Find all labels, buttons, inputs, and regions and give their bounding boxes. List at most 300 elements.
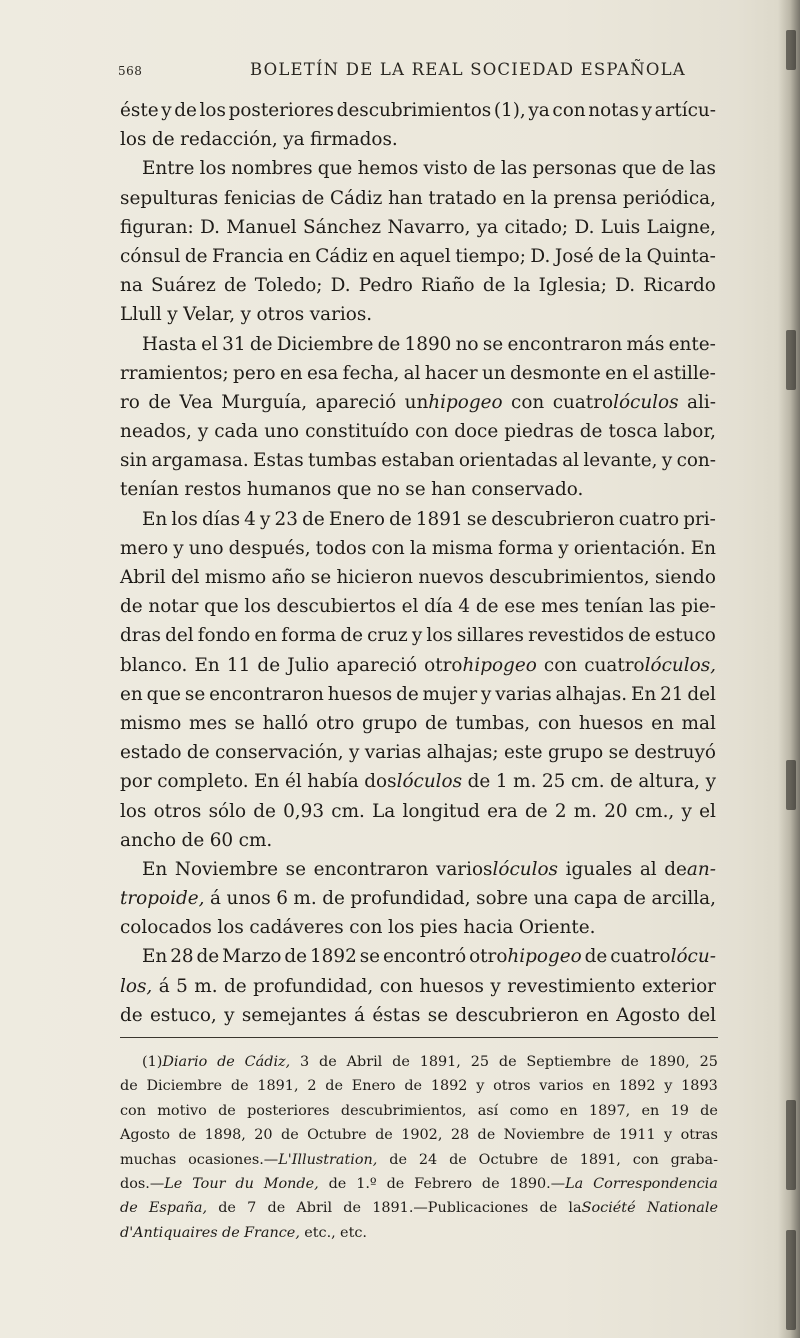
body-word: había: [307, 771, 359, 793]
running-head: BOLETÍN DE LA REAL SOCIEDAD ESPAÑOLA: [250, 60, 686, 79]
body-word: en: [586, 1004, 609, 1026]
footnote-word: 1891,: [419, 1054, 461, 1070]
body-word: de: [253, 800, 276, 822]
footnote-word: de: [218, 1102, 236, 1119]
footnote-word: descubrimientos,: [340, 1102, 467, 1119]
body-word: longitud: [402, 800, 480, 822]
body-word: de: [610, 771, 633, 793]
body-word: éste: [120, 100, 159, 121]
footnote-word: otros: [493, 1078, 531, 1095]
body-word: Suárez: [150, 275, 216, 297]
footnote-word: Nationale: [646, 1200, 718, 1217]
body-word: orientadas: [458, 450, 558, 472]
body-word: con: [543, 654, 578, 676]
body-word: con: [511, 391, 545, 413]
body-word: forma: [281, 625, 337, 647]
body-word: [553, 388, 679, 417]
body-word: era: [487, 800, 518, 822]
footnote-word: varios: [539, 1078, 584, 1095]
body-word: cada: [214, 421, 259, 443]
body-word: los: [244, 596, 271, 618]
footnote-word: Abril: [296, 1200, 333, 1217]
footnote-word: de: [178, 1127, 197, 1144]
footnote-word: 3: [300, 1054, 310, 1070]
page-edge-shadow: [778, 0, 800, 1338]
body-word: de: [257, 654, 281, 676]
body-word: otro: [469, 946, 508, 968]
body-word: sólo: [208, 800, 247, 822]
body-word: [405, 388, 503, 417]
body-line: [120, 942, 716, 971]
body-word: levante,: [583, 450, 658, 472]
body-word: cm.: [238, 829, 273, 851]
body-word: más: [626, 333, 665, 355]
body-word: de: [224, 975, 247, 997]
body-word: pies: [419, 917, 458, 939]
body-line: [120, 767, 716, 796]
body-word: de: [249, 333, 273, 355]
body-word: rramientos;: [120, 362, 229, 384]
footnote-word: con: [120, 1102, 146, 1119]
body-word: m.: [513, 771, 537, 793]
footnote-word: Société: [581, 1200, 636, 1217]
body-word: los: [387, 917, 415, 939]
footnote-word: 1891,: [257, 1078, 299, 1095]
body-word: estuco,: [149, 1004, 217, 1026]
body-line: [120, 184, 716, 213]
body-word: labor,: [663, 421, 716, 443]
footnote-word: graba-: [670, 1151, 718, 1168]
body-word: de: [524, 800, 548, 822]
footnote-word: 25: [699, 1054, 718, 1070]
footnote-word: de: [404, 1078, 423, 1095]
body-word: que: [146, 683, 182, 705]
body-word: completo.: [157, 771, 249, 793]
body-word: profundidad,: [350, 888, 471, 910]
body-line: [120, 475, 716, 504]
footnote-word: Correspondencia: [593, 1175, 718, 1192]
body-word: visto: [423, 158, 468, 180]
body-word: ancho: [120, 829, 177, 851]
footnote-word: de: [120, 1078, 138, 1095]
body-word: año: [271, 567, 306, 588]
body-word: y: [661, 450, 673, 472]
body-word: de: [623, 888, 646, 910]
footnote-word: España,: [148, 1200, 208, 1217]
body-word: nuevos: [418, 567, 484, 588]
body-word: del: [687, 1004, 716, 1026]
body-line: [120, 213, 716, 242]
body-word: encontraron: [209, 683, 324, 705]
body-word: lóculos: [396, 771, 463, 793]
body-word: las: [500, 158, 528, 180]
footnote-word: dos.—: [120, 1175, 165, 1192]
body-word: cm.: [331, 800, 365, 822]
body-word: Manuel: [226, 216, 297, 238]
body-word: argamasa.: [151, 450, 249, 472]
footnote-word: de: [539, 1200, 558, 1217]
body-word: que: [204, 596, 239, 618]
body-word: [436, 855, 558, 884]
body-word: forma: [498, 537, 554, 559]
footnote-word: de: [477, 1127, 496, 1144]
body-word: humanos: [246, 479, 332, 501]
body-word: y: [260, 508, 271, 530]
footnote-word: así: [477, 1102, 499, 1119]
body-word: D.: [200, 216, 220, 238]
footnote-line: [120, 1050, 718, 1074]
body-word: uno: [264, 421, 300, 443]
body-word: que: [336, 479, 372, 501]
footnote-word: muchas: [120, 1151, 177, 1168]
body-word: se: [310, 567, 332, 588]
body-word: de: [120, 596, 143, 618]
body-word: mismo: [120, 712, 182, 734]
body-word: tenían: [120, 479, 179, 501]
body-word: altura,: [638, 771, 701, 793]
body-word: tenían: [584, 596, 644, 618]
footnote-word: 1891.—Publicaciones: [372, 1200, 529, 1217]
body-word: tumbas: [308, 450, 377, 472]
body-word: 60: [209, 829, 234, 851]
body-word: y: [490, 975, 501, 997]
footnote-word: en: [559, 1102, 578, 1119]
body-word: cuatro: [618, 508, 680, 530]
footnote-word: Diciembre: [146, 1078, 223, 1095]
body-word: se: [405, 479, 426, 501]
body-word: se: [427, 1004, 449, 1026]
body-word: tratado: [428, 187, 497, 209]
body-word: y: [705, 771, 716, 793]
body-word: en: [651, 712, 674, 734]
body-word: se: [359, 946, 381, 968]
footnote-word: 7: [247, 1200, 257, 1217]
body-word: cruz: [367, 625, 408, 647]
body-word: sepulturas: [120, 187, 219, 209]
body-word: de: [475, 596, 499, 618]
body-word: después,: [228, 537, 311, 559]
body-word: Julio: [287, 654, 330, 676]
footnote-word: de: [389, 1151, 407, 1168]
body-word: día: [424, 596, 453, 618]
body-word: con: [537, 712, 572, 734]
body-word: á: [210, 888, 221, 910]
footnote-word: Septiembre: [526, 1054, 612, 1070]
body-line: [120, 913, 716, 942]
body-word: de: [664, 858, 687, 880]
body-word: y: [558, 537, 569, 559]
body-word: aquel: [399, 245, 451, 267]
body-word: En: [690, 537, 716, 559]
body-word: revestidos: [528, 625, 625, 647]
body-word: de: [467, 771, 491, 793]
body-word: colocados: [120, 917, 212, 939]
body-word: [610, 942, 716, 971]
body-line: [120, 417, 716, 446]
footnote-word: en: [641, 1102, 660, 1119]
body-word: unos: [226, 888, 271, 910]
body-word: 1892: [309, 946, 357, 968]
body-word: se: [482, 333, 504, 355]
footnote-word: [142, 1050, 207, 1074]
body-word: Velar,: [183, 304, 236, 326]
body-word: de: [184, 245, 208, 267]
body-word: de: [579, 421, 603, 443]
body-word: y: [161, 100, 172, 121]
body-word: el: [401, 596, 419, 618]
body-word: del: [687, 683, 716, 705]
body-word: han: [431, 479, 466, 501]
body-word: los: [199, 100, 226, 121]
body-word: á: [158, 975, 170, 997]
footnote-word: de: [343, 1200, 362, 1217]
body-word: José: [554, 245, 594, 267]
body-word: de: [472, 158, 496, 180]
body-word: posteriores: [228, 100, 334, 121]
body-word: En: [142, 508, 168, 530]
footnote-line: [120, 1074, 718, 1098]
body-word: 23: [274, 508, 298, 530]
body-word: tumbas,: [455, 712, 531, 734]
footnote-word: 1911: [618, 1127, 656, 1144]
body-word: huesos: [327, 683, 393, 705]
body-word: dras: [120, 625, 161, 647]
body-word: semejantes: [241, 1004, 347, 1026]
body-word: de: [322, 888, 345, 910]
body-word: En: [254, 771, 280, 793]
body-word: un: [404, 391, 429, 413]
body-word: pie-: [681, 596, 716, 618]
body-word: 20: [604, 800, 628, 822]
body-word: descubrieron: [455, 1004, 579, 1026]
body-word: mal: [681, 712, 716, 734]
body-word: [584, 651, 716, 680]
body-word: [364, 767, 462, 796]
body-word: Llull: [120, 304, 162, 326]
body-word: descubrieron: [491, 508, 615, 530]
footnote-rule: [120, 1037, 718, 1038]
body-word: de: [284, 946, 308, 968]
body-word: m.: [573, 800, 598, 822]
footnote-word: Le: [164, 1175, 183, 1192]
body-word: La: [372, 800, 396, 822]
body-word: Cádiz: [315, 245, 368, 267]
body-word: los: [426, 625, 453, 647]
footnote-word: [510, 1172, 584, 1196]
body-line: [120, 797, 716, 826]
body-word: Luis: [600, 216, 641, 238]
body-word: Enero: [328, 508, 385, 530]
body-word: Diciembre: [276, 333, 374, 355]
body-line: [120, 330, 716, 359]
body-word: varias: [495, 683, 552, 705]
body-word: cadáveres: [249, 917, 344, 939]
footnote-word: [120, 1172, 182, 1196]
body-word: notas: [588, 100, 639, 121]
body-word: Murguía,: [221, 391, 308, 413]
body-word: 1891: [415, 508, 463, 530]
body-word: En: [630, 683, 657, 705]
body-word: de: [196, 946, 220, 968]
footnote-word: 24: [418, 1151, 438, 1168]
body-word: Riaño: [421, 275, 475, 297]
body-word: de: [120, 1004, 143, 1026]
body-word: por: [120, 771, 152, 793]
body-word: mero: [120, 537, 169, 559]
body-word: hipogeo: [507, 946, 582, 968]
footnote-word: de: [550, 1151, 568, 1168]
body-word: Iglesia;: [538, 275, 607, 297]
body-line: [120, 855, 716, 884]
body-word: y: [197, 421, 209, 443]
body-word: 11: [226, 654, 251, 676]
body-word: 4: [244, 508, 256, 530]
body-word: personas: [532, 158, 617, 180]
body-word: un: [481, 362, 506, 384]
body-word: Cádiz: [329, 187, 383, 209]
body-word: los: [217, 917, 244, 939]
footnote-word: de: [621, 1054, 639, 1070]
body-word: hacer: [424, 362, 478, 384]
body-word: huesos: [419, 975, 484, 997]
body-word: Agosto: [616, 1004, 681, 1026]
body-word: al: [562, 450, 580, 472]
body-line: [120, 1001, 716, 1030]
body-word: sillares: [456, 625, 524, 647]
footnote-word: 1898,: [204, 1127, 246, 1144]
body-word: el: [201, 333, 218, 355]
body-word: D.: [615, 275, 636, 297]
body-line: [120, 621, 716, 650]
body-word: cm.: [570, 771, 605, 793]
body-word: siendo: [655, 567, 716, 588]
footnote-word: Febrero: [414, 1175, 473, 1192]
body-word: constituído: [305, 421, 409, 443]
body-word: ya: [283, 129, 305, 151]
body-word: Hasta: [142, 333, 197, 355]
body-word: hipogeo: [428, 391, 503, 413]
body-word: de: [661, 158, 685, 180]
footnote-word: la: [568, 1200, 582, 1217]
body-word: 2: [554, 800, 567, 822]
edge-mark: [786, 1230, 796, 1330]
body-word: [664, 855, 716, 884]
edge-mark: [786, 30, 796, 70]
footnote-word: France,: [244, 1224, 300, 1241]
footnote-word: 1897,: [588, 1102, 631, 1119]
body-word: grupo: [362, 712, 418, 734]
footnote-word: de: [218, 1200, 236, 1217]
edge-mark: [786, 1100, 796, 1190]
footnote-word: de: [230, 1078, 249, 1095]
body-word: de: [377, 333, 401, 355]
footnote-word: de: [328, 1175, 347, 1192]
body-word: cónsul: [120, 245, 181, 267]
body-word: en: [120, 683, 143, 705]
body-word: artícu-: [654, 100, 716, 121]
body-word: D.: [530, 245, 551, 267]
body-word: que: [317, 158, 353, 180]
body-word: en: [279, 362, 303, 384]
body-word: el: [632, 362, 649, 384]
body-word: 21: [660, 683, 684, 705]
body-word: las: [689, 158, 716, 180]
body-word: piedras: [504, 421, 574, 443]
body-word: y: [240, 304, 251, 326]
body-word: con: [552, 100, 586, 121]
body-line: [120, 534, 716, 563]
footnote-word: de: [449, 1151, 467, 1168]
body-word: días: [201, 508, 241, 530]
body-word: con-: [676, 450, 716, 472]
body-word: restos: [184, 479, 242, 501]
body-word: varias: [364, 742, 422, 764]
body-word: encontró: [382, 946, 467, 968]
body-word: se: [466, 508, 488, 530]
body-word: firmados.: [310, 129, 398, 151]
body-word: lóculos: [492, 858, 558, 880]
body-line: [120, 738, 716, 767]
body-word: no: [455, 333, 479, 355]
body-word: huesos: [578, 712, 644, 734]
body-word: se: [184, 683, 206, 705]
body-word: otro: [315, 712, 355, 734]
body-word: destruyó: [634, 742, 716, 764]
footnote-word: Cádiz,: [244, 1054, 291, 1070]
body-line: [120, 592, 716, 621]
body-word: En: [142, 946, 168, 968]
footnote-word: Tour: [192, 1175, 226, 1192]
body-word: m.: [293, 888, 317, 910]
body-word: Marzo: [222, 946, 282, 968]
body-word: (1),: [493, 100, 526, 121]
footnote-word: etc.,: [304, 1224, 336, 1241]
body-word: sin: [120, 450, 148, 472]
footnote-word: y: [664, 1078, 673, 1095]
body-word: 6: [276, 888, 288, 910]
body-word: pero: [233, 362, 276, 384]
body-word: éstas: [372, 1004, 421, 1026]
body-word: 0,93: [283, 800, 325, 822]
body-word: mes: [541, 596, 579, 618]
edge-mark: [786, 330, 796, 390]
body-word: dos: [364, 771, 397, 793]
footnote-word: de: [386, 1175, 405, 1192]
body-word: este: [503, 742, 543, 764]
body-word: de: [584, 946, 608, 968]
body-word: varios: [435, 858, 493, 880]
body-word: capa: [573, 888, 618, 910]
body-word: ro: [120, 391, 140, 413]
body-word: los: [120, 800, 147, 822]
body-word: alhajas;: [426, 742, 499, 764]
body-word: Noviembre: [174, 858, 279, 880]
body-word: halló: [262, 712, 309, 734]
body-word: apareció: [336, 654, 418, 676]
body-word: Abril: [120, 567, 166, 588]
body-line: [120, 154, 716, 183]
body-word: los: [171, 508, 198, 530]
body-word: hacia: [463, 917, 514, 939]
footnote-word: en: [592, 1078, 611, 1095]
body-word: uno: [188, 537, 224, 559]
body-word: blanco.: [120, 654, 188, 676]
footnote-word: 1893: [681, 1078, 718, 1095]
footnote-line: [120, 1099, 718, 1123]
body-word: hicieron: [336, 567, 413, 588]
body-line: [120, 446, 716, 475]
body-word: conservación,: [214, 742, 344, 764]
